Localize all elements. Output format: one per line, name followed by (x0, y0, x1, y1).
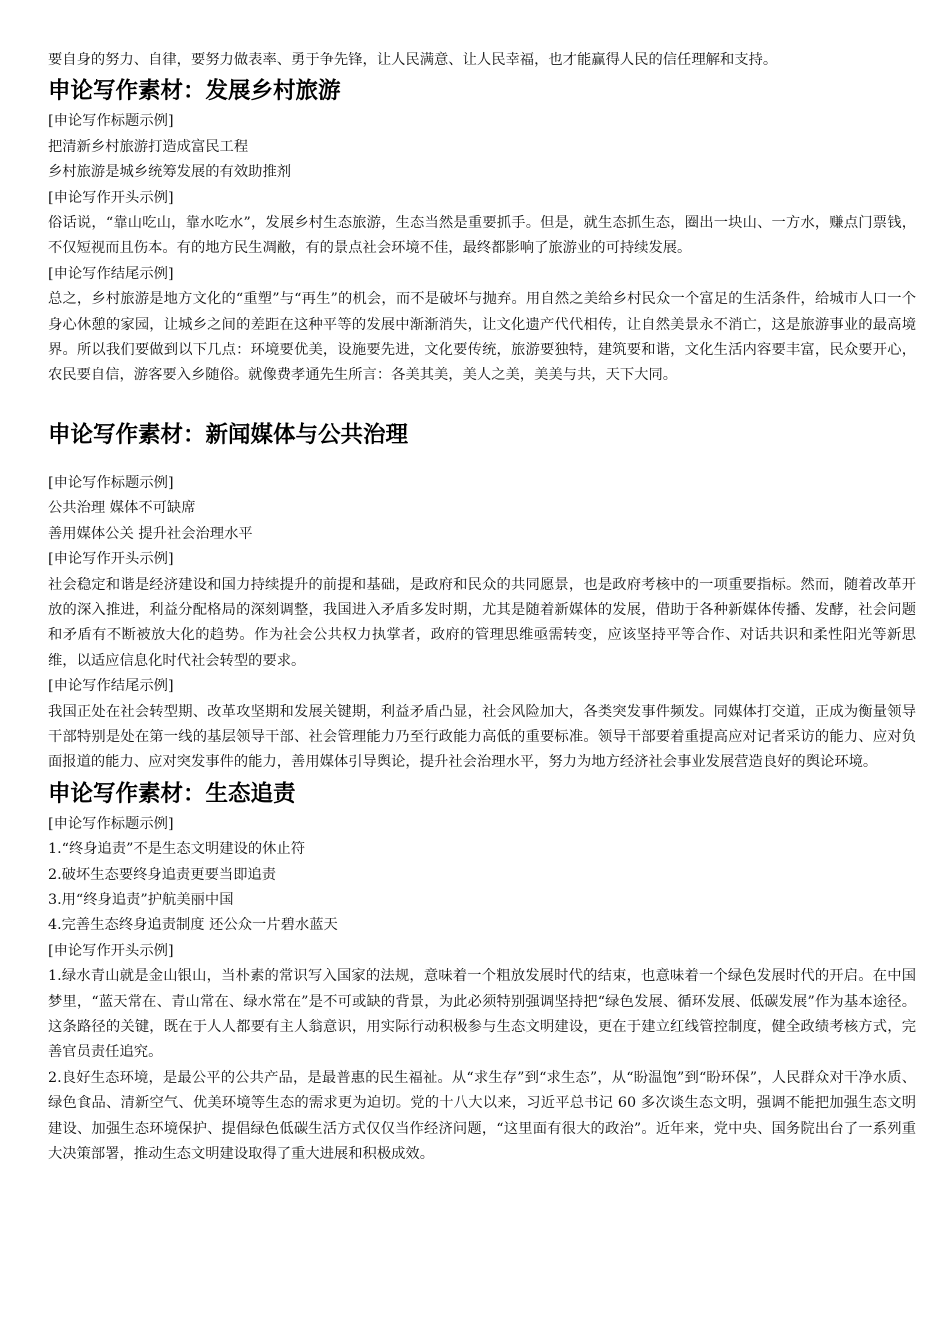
opening-examples-label: [申论写作开头示例] (48, 942, 174, 959)
ending-examples-label: [申论写作结尾示例] (48, 265, 174, 282)
spacer (48, 389, 916, 417)
title-example: 2.破坏生态要终身追责更要当即追责 (48, 866, 277, 883)
section-media-governance (48, 417, 916, 776)
section-heading: 申论写作素材：新闻媒体与公共治理 (48, 421, 409, 448)
document-page (48, 48, 916, 1167)
spacer (48, 453, 916, 471)
ending-paragraph: 我国正处在社会转型期、改革攻坚期和发展关键期，利益矛盾凸显，社会风险加大，各类突发事件频发。同媒体打交道，正成为衡量领导干部特别是处在第一线的基层领导干部、社会管理能力乃至行政能力高低的重要标准。领导干部要着重提高应对记者采访的能力、应对负面报道的能力、应对突发事件的能力，善用媒体引导舆论，提升社会治理水平，努力为地方经济社会事业发展营造良好的舆论环境。 (48, 703, 916, 771)
intro-paragraph: 要自身的努力、自律，要努力做表率、勇于争先锋，让人民满意、让人民幸福，也才能赢得人民的信任理解和支持。 (48, 52, 778, 68)
title-example: 1.“终身追责”不是生态文明建设的休止符 (48, 841, 306, 858)
title-example: 3.用“终身追责”护航美丽中国 (48, 891, 234, 908)
title-example: 善用媒体公关 提升社会治理水平 (48, 525, 253, 542)
section-heading: 申论写作素材：生态追责 (48, 780, 296, 807)
opening-paragraph: 社会稳定和谐是经济建设和国力持续提升的前提和基础，是政府和民众的共同愿景，也是政府考核中的一项重要指标。然而，随着改革开放的深入推进，利益分配格局的深刻调整，我国进入矛盾多发时期，尤其是随着新媒体的发展，借助于各种新媒体传播、发酵，社会问题和矛盾有不断被放大化的趋势。作为社会公共权力执掌者，政府的管理思维亟需转变，应该坚持平等合作、对话共识和柔性阳光等新思维，以适应信息化时代社会转型的要求。 (48, 576, 916, 669)
title-example: 4.完善生态终身追责制度 还公众一片碧水蓝天 (48, 917, 338, 934)
opening-examples-label: [申论写作开头示例] (48, 551, 174, 568)
title-example: 把清新乡村旅游打造成富民工程 (48, 138, 249, 155)
opening-paragraph: 俗话说，“靠山吃山，靠水吃水”，发展乡村生态旅游，生态当然是重要抓手。但是，就生态抓生态，圈出一块山、一方水，赚点门票钱，不仅短视而且伤本。有的地方民生凋敝，有的景点社会环境不佳，最终都影响了旅游业的可持续发展。 (48, 215, 916, 257)
title-example: 乡村旅游是城乡统筹发展的有效助推剂 (48, 164, 292, 181)
section-ecological-accountability (48, 776, 916, 1168)
ending-paragraph: 总之，乡村旅游是地方文化的“重塑”与“再生”的机会，而不是破坏与抛弃。用自然之美给乡村民众一个富足的生活条件，给城市人口一个身心休憩的家园，让城乡之间的差距在这种平等的发展中渐渐消失，让文化遗产代代相传，让自然美景永不消亡，这是旅游事业的最高境界。所以我们要做到以下几点：环境要优美，设施要先进，文化要传统，旅游要独特，建筑要和谐，文化生活内容要丰富，民众要开心，农民要自信，游客要入乡随俗。就像费孝通先生所言：各美其美，美人之美，美美与共，天下大同。 (48, 291, 916, 384)
opening-paragraph: 1.绿水青山就是金山银山，当朴素的常识写入国家的法规，意味着一个粗放发展时代的结束，也意味着一个绿色发展时代的开启。在中国梦里，“蓝天常在、青山常在、绿水常在”是不可或缺的背景，为此必须特别强调坚持把“绿色发展、循环发展、低碳发展”作为基本途径。这条路径的关键，既在于人人都要有主人翁意识，用实际行动积极参与生态文明建设，更在于建立红线管控制度，健全政绩考核方式，完善官员责任追究。 (48, 968, 916, 1061)
title-examples-label: [申论写作标题示例] (48, 474, 174, 491)
title-examples-label: [申论写作标题示例] (48, 113, 174, 130)
opening-paragraph: 2.良好生态环境，是最公平的公共产品，是最普惠的民生福祉。从“求生存”到“求生态”，从“盼温饱”到“盼环保”，人民群众对干净水质、绿色食品、清新空气、优美环境等生态的需求更为迫切。党的十八大以来，习近平总书记 60 多次谈生态文明，强调不能把加强生态文明建设、加强生态环境保护、提倡绿色低碳生活方式仅仅当作经济问题，“这里面有很大的政治”。近年来，党中央、国务院出台了一系列重大决策部署，推动生态文明建设取得了重大进展和积极成效。 (48, 1069, 916, 1163)
opening-examples-label: [申论写作开头示例] (48, 189, 174, 206)
title-example: 公共治理 媒体不可缺席 (48, 500, 196, 517)
section-rural-tourism (48, 73, 916, 388)
section-heading: 申论写作素材：发展乡村旅游 (48, 78, 341, 105)
title-examples-label: [申论写作标题示例] (48, 815, 174, 832)
ending-examples-label: [申论写作结尾示例] (48, 678, 174, 695)
